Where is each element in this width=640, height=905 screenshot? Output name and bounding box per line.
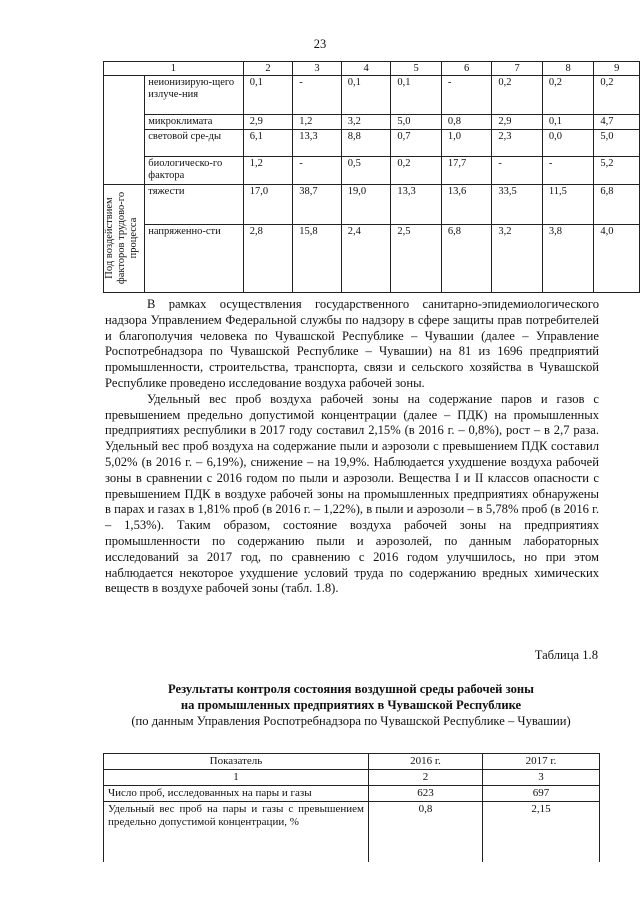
value-cell: 6,8 (441, 225, 492, 293)
table-row (104, 185, 640, 225)
header-cell: 8 (542, 62, 594, 76)
results-table (103, 753, 600, 862)
value-cell: 38,7 (293, 185, 342, 225)
value-cell: 6,1 (243, 130, 293, 157)
value-cell: 0,7 (391, 130, 442, 157)
paragraph: В рамках осуществления государственного санитарно-эпидемиологического надзора Управлением Федеральной службы по надзору в сфере защиты прав потребителей и благополучия человека по Чувашской Республике – Чувашии (далее – Управление Роспотребнадзора по Чувашской Республике – Чувашии) на 81 из 1696 предприятий промышленности, строительства, транспорта, связи и сельского хозяйства в Чувашской Республике проведено исследование воздуха рабочей зоны. (105, 297, 599, 390)
empty-cell (104, 115, 145, 130)
value-cell: - (542, 157, 594, 185)
value-cell: 11,5 (542, 185, 594, 225)
value-cell: 33,5 (492, 185, 543, 225)
row-label: микроклимата (145, 115, 243, 130)
row-label: напряженно-сти (145, 225, 243, 293)
header-cell: 3 (293, 62, 342, 76)
table-row (104, 786, 600, 802)
table-index-row (104, 770, 600, 786)
row-label: биологическо-го фактора (145, 157, 243, 185)
value-cell: 0,8 (369, 802, 483, 862)
value-cell: 4,7 (594, 115, 640, 130)
value-cell: 0,1 (341, 76, 391, 115)
header-cell: Показатель (104, 754, 369, 770)
row-label: Число проб, исследованных на пары и газы (104, 786, 369, 802)
value-cell: 19,0 (341, 185, 391, 225)
header-cell: 4 (341, 62, 391, 76)
top-data-table (103, 61, 640, 293)
table-header-row (104, 62, 640, 76)
value-cell: 3,2 (492, 225, 543, 293)
page-number: 23 (313, 37, 327, 51)
table-title-line: Результаты контроля состояния воздушной среды рабочей зоны (168, 682, 534, 696)
value-cell: - (441, 76, 492, 115)
header-cell: 1 (104, 62, 244, 76)
value-cell: - (293, 76, 342, 115)
value-cell: 13,6 (441, 185, 492, 225)
value-cell: 6,8 (594, 185, 640, 225)
value-cell: 2,4 (341, 225, 391, 293)
table-row (104, 157, 640, 185)
value-cell: 3,2 (341, 115, 391, 130)
value-cell: 8,8 (341, 130, 391, 157)
value-cell: 2,5 (391, 225, 442, 293)
value-cell: 5,0 (594, 130, 640, 157)
value-cell: 13,3 (391, 185, 442, 225)
value-cell: 1,2 (243, 157, 293, 185)
value-cell: 17,7 (441, 157, 492, 185)
group-label: Под воздействием факторов трудово-го процесса (104, 191, 139, 285)
value-cell: 0,2 (492, 76, 543, 115)
header-cell: 7 (492, 62, 543, 76)
value-cell: 5,2 (594, 157, 640, 185)
table-row (104, 115, 640, 130)
paragraph: Удельный вес проб воздуха рабочей зоны на содержание паров и газов с превышением предельно допустимой концентрации (далее – ПДК) на промышленных предприятиях республики в 2017 году составил 2,15% (в 2016 г. – 0,8%), рост – в 2,7 раза. Удельный вес проб воздуха на содержание пыли и аэрозоли с превышением ПДК составил 5,02% (в 2016 г. – 6,19%), снижение – на 19,9%. Наблюдается ухудшение воздуха рабочей зоны в сравнении с 2016 годом по пыли и аэрозоли. Вещества I и II классов опасности с превышением ПДК в воздухе рабочей зоны на промышленных предприятиях обнаружены в парах и газах в 1,81% проб (в 2016 г. – 1,22%), в пыли и аэрозоли – в 5,78% проб (в 2016 г. – 1,53%). Таким образом, состояние воздуха рабочей зоны на предприятиях промышленности по содержанию пыли и аэрозолей, по данным лабораторных исследований за 2017 год, по сравнению с 2016 годом улучшилось, но при этом наблюдается некоторое ухудшение условий труда по содержанию вредных химических веществ в воздухе рабочей зоны (табл. 1.8). (105, 391, 599, 596)
value-cell: 697 (483, 786, 600, 802)
value-cell: 0,1 (243, 76, 293, 115)
table-subtitle: (по данным Управления Роспотребнадзора по Чувашской Республике – Чувашии) (131, 713, 571, 728)
table-header-row (104, 754, 600, 770)
value-cell: 17,0 (243, 185, 293, 225)
table-caption: Таблица 1.8 (534, 648, 598, 662)
table-row (104, 802, 600, 862)
value-cell: 3,8 (542, 225, 594, 293)
empty-cell (104, 130, 145, 157)
index-cell: 3 (483, 770, 600, 786)
index-cell: 2 (369, 770, 483, 786)
value-cell: 2,9 (492, 115, 543, 130)
empty-cell (104, 157, 145, 185)
table-title-line: на промышленных предприятиях в Чувашской Республике (180, 697, 522, 712)
row-label: неионизирую-щего излуче-ния (145, 76, 243, 115)
value-cell: 13,3 (293, 130, 342, 157)
value-cell: - (293, 157, 342, 185)
value-cell: 15,8 (293, 225, 342, 293)
value-cell: 0,8 (441, 115, 492, 130)
value-cell: 2,15 (483, 802, 600, 862)
header-cell: 2017 г. (483, 754, 600, 770)
row-label: тяжести (145, 185, 243, 225)
value-cell: 0,5 (341, 157, 391, 185)
body-text (105, 297, 599, 597)
value-cell: 0,0 (542, 130, 594, 157)
value-cell: 0,1 (542, 115, 594, 130)
value-cell: 2,9 (243, 115, 293, 130)
header-cell: 2016 г. (369, 754, 483, 770)
empty-cell (104, 76, 145, 115)
value-cell: 623 (369, 786, 483, 802)
value-cell: 0,2 (391, 157, 442, 185)
header-cell: 5 (391, 62, 442, 76)
value-cell: 4,0 (594, 225, 640, 293)
header-cell: 6 (441, 62, 492, 76)
value-cell: 0,2 (542, 76, 594, 115)
table-title (103, 682, 599, 729)
value-cell: - (492, 157, 543, 185)
value-cell: 5,0 (391, 115, 442, 130)
table-row (104, 130, 640, 157)
value-cell: 2,3 (492, 130, 543, 157)
value-cell: 0,2 (594, 76, 640, 115)
value-cell: 0,1 (391, 76, 442, 115)
group-label-cell (104, 185, 145, 293)
table-row (104, 225, 640, 293)
header-cell: 2 (243, 62, 293, 76)
value-cell: 1,2 (293, 115, 342, 130)
value-cell: 1,0 (441, 130, 492, 157)
header-cell: 9 (594, 62, 640, 76)
index-cell: 1 (104, 770, 369, 786)
row-label: световой сре-ды (145, 130, 243, 157)
value-cell: 2,8 (243, 225, 293, 293)
table-row (104, 76, 640, 115)
row-label: Удельный вес проб на пары и газы с превышением предельно допустимой концентрации, % (104, 802, 369, 862)
